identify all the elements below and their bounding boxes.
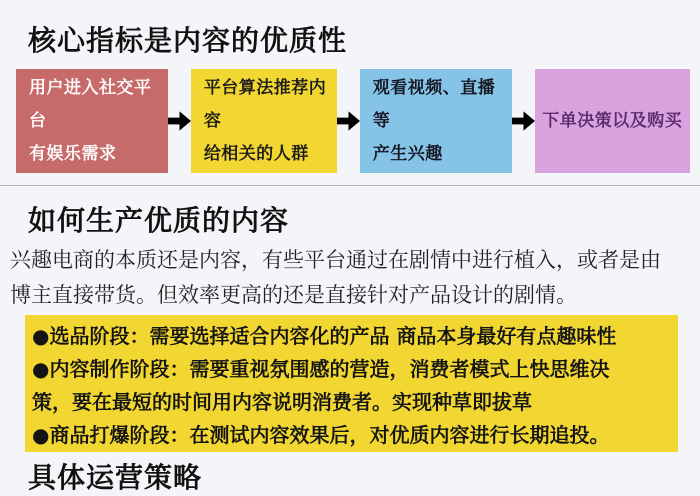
section-divider xyxy=(0,185,700,187)
flow-step-line: 有娱乐需求 xyxy=(29,143,117,164)
flow-step-line: 平台算法推荐内容 xyxy=(203,77,327,131)
paragraph-line: 博主直接带货。但效率更高的还是直接针对产品设计的剧情。 xyxy=(10,283,577,307)
flow-step-line: 产生兴趣 xyxy=(372,143,443,164)
section-title-produce-content: 如何生产优质的内容 xyxy=(28,204,290,237)
bullet-line: 策，要在最短的时间用内容说明消费者。实现种草即拔草 xyxy=(32,390,532,414)
arrow-right-icon xyxy=(168,110,191,132)
flow-step-user-enters-platform xyxy=(16,69,168,173)
section-title-operation-strategy: 具体运营策略 xyxy=(28,461,203,494)
flow-diagram xyxy=(16,69,690,173)
section-title-core-metric: 核心指标是内容的优质性 xyxy=(28,24,348,57)
flow-step-order-purchase xyxy=(535,69,690,173)
arrow-right-icon xyxy=(512,110,535,132)
paragraph-line: 兴趣电商的本质还是内容，有些平台通过在剧情中进行植入，或者是由 xyxy=(10,248,661,272)
flow-step-line: 观看视频、直播等 xyxy=(372,77,496,131)
intro-paragraph xyxy=(10,243,700,313)
flow-step-line: 下单决策以及购买 xyxy=(542,110,683,131)
flow-step-watch-video-interest xyxy=(360,69,512,173)
flow-step-algorithm-recommends xyxy=(191,69,337,173)
flow-step-line: 给相关的人群 xyxy=(203,143,309,164)
bullet-line: ●商品打爆阶段：在测试内容效果后，对优质内容进行长期追投。 xyxy=(32,423,610,447)
bullet-line: ●选品阶段：需要选择适合内容化的产品 商品本身最好有点趣味性 xyxy=(32,324,617,348)
flow-step-line: 用户进入社交平台 xyxy=(29,77,152,131)
highlight-box xyxy=(25,315,678,452)
arrow-right-icon xyxy=(337,110,360,132)
bullet-line: ●内容制作阶段：需要重视氛围感的营造，消费者模式上快思维决 xyxy=(32,357,610,381)
